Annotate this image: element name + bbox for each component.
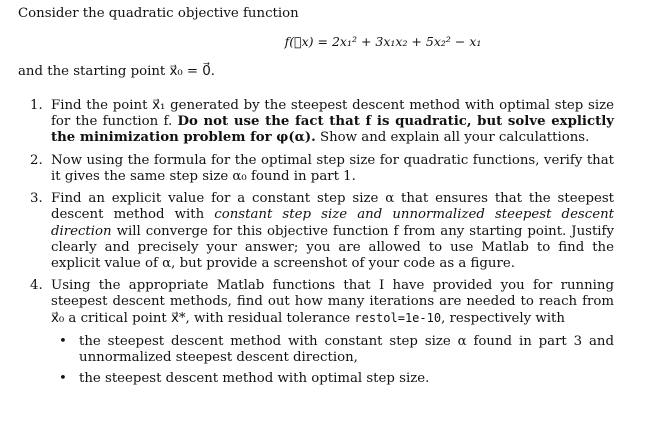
problem-text: Now using the formula for the optimal step size for quadratic functions, verify that it gives the same step size α₀ found in part 1. [51, 152, 614, 184]
residual-tolerance-code: restol=1e-10 [354, 310, 442, 325]
bullet-text: the steepest descent method with constant step size α found in part 3 and unnormalized steepest descent direction, [79, 333, 614, 366]
intro-text: Consider the quadratic objective function [18, 6, 299, 21]
problem-number: 2. [30, 152, 43, 168]
problem-text: Show and explain all your calculattions. [315, 130, 590, 146]
problem-2 [30, 153, 614, 185]
starting-point-text: and the starting point x⃗₀ = 0⃗. [18, 64, 215, 79]
problem-number: 1. [30, 98, 43, 113]
problem-number: 3. [30, 191, 43, 207]
problem-text: will converge for this objective function f from any starting point. Justify clearly and precisely your answer; you are allowed to use Matlab to find the explicit value of α, but provide a screenshot of your code as a figure. [51, 223, 614, 271]
problem-list [30, 98, 614, 394]
problem-italic-text: constant step size and unnormalized steepest descent direction [51, 207, 614, 239]
problem-text: , respectively with [441, 310, 565, 326]
bullet-marker: • [59, 333, 67, 349]
problem-1 [30, 98, 614, 147]
bullet-item [59, 371, 614, 387]
problem-text: Find an explicit value for a constant step size α that ensures that the steepest descent method with [51, 191, 614, 223]
problem-text: Using the appropriate Matlab functions that I have provided you for running steepest descent methods, find out how many iterations are needed to reach from x⃗₀ a critical point x⃗*, with residual tolerance [51, 278, 614, 326]
problem-4 [30, 278, 614, 387]
method-bullet-list [51, 334, 614, 388]
bullet-item [59, 334, 614, 366]
bullet-marker: • [59, 371, 67, 387]
problem-bold-text: Do not use the fact that f is quadratic, but solve explictly the minimization problem for φ(α). [51, 114, 614, 146]
bullet-text: the steepest descent method with optimal step size. [79, 371, 430, 387]
problem-number: 4. [30, 278, 43, 294]
problem-3 [30, 191, 614, 272]
problem-text: Find the point x⃗₁ generated by the steepest descent method with optimal step size for the function f. [51, 98, 614, 130]
objective-equation: f(⃗x) = 2x₁² + 3x₁x₂ + 5x₂² − x₁ [284, 34, 482, 49]
